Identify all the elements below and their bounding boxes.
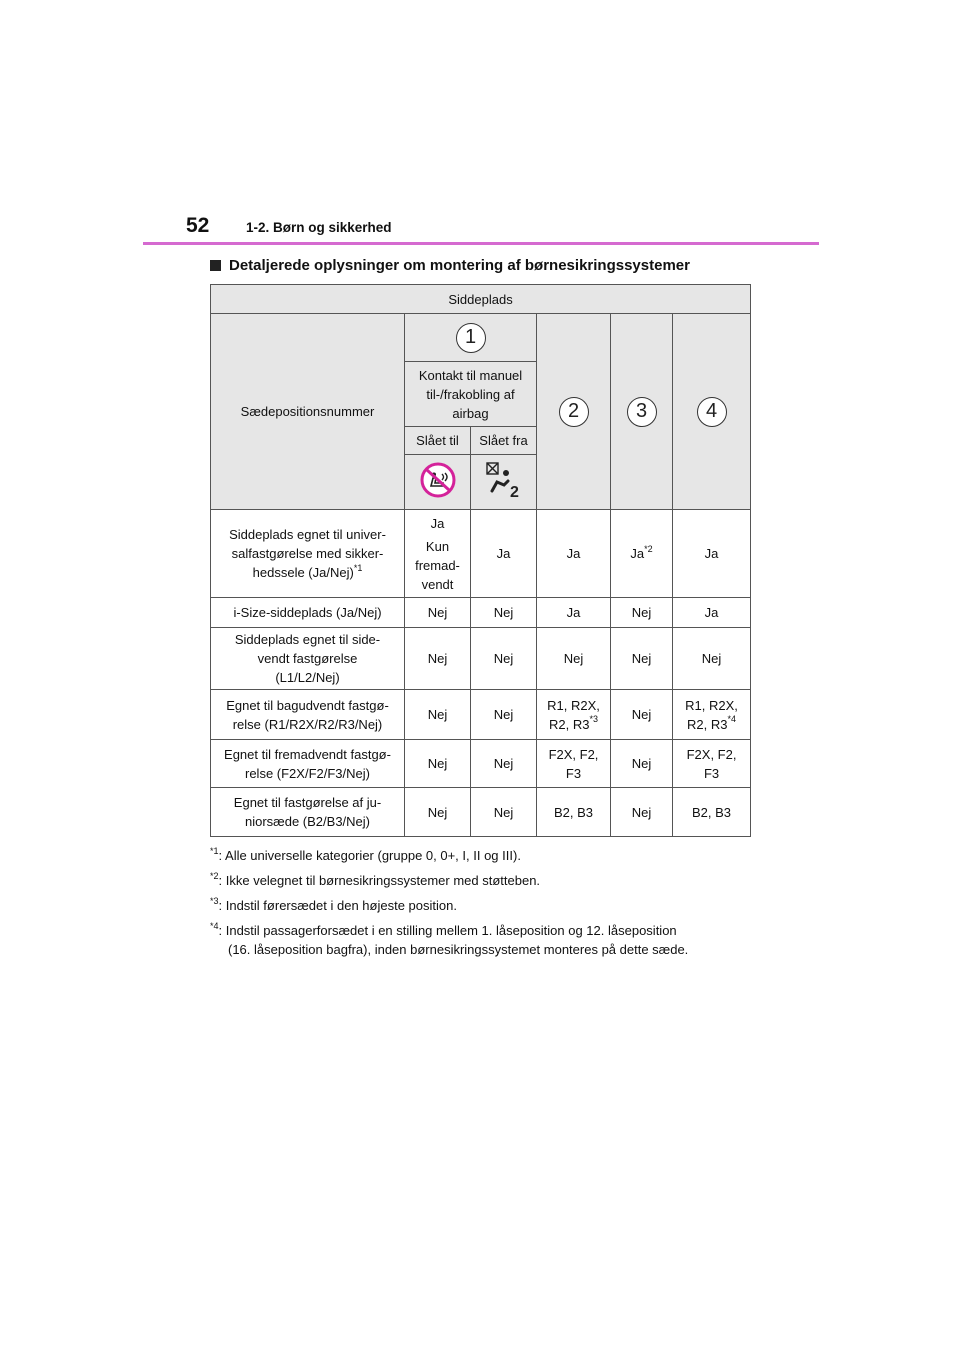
footnote: [210, 871, 770, 890]
row-label-line: hedssele (Ja/Nej): [252, 565, 354, 580]
seat-number-4: 4: [697, 397, 727, 427]
airbag-on-icon: [484, 483, 524, 502]
svg-text:2: 2: [509, 483, 519, 499]
footnote: [210, 846, 770, 865]
airbag-off-icon-cell: [405, 455, 471, 510]
table-cell: Nej: [471, 740, 537, 788]
table-cell: [537, 740, 611, 788]
table-top-header: Siddeplads: [211, 285, 751, 314]
row-label-line: Egnet til fastgørelse af ju-: [233, 795, 382, 810]
table-cell: Nej: [537, 628, 611, 690]
table-cell: [673, 740, 751, 788]
seat-4-header: [673, 314, 751, 510]
table-cell: Ja: [537, 510, 611, 598]
table-cell: Nej: [611, 628, 673, 690]
subheading-text: Detaljerede oplysninger om montering af børnesikringssystemer: [229, 257, 690, 274]
table-cell: [405, 510, 471, 598]
footnote-ref: *3: [589, 714, 598, 725]
row-label-line: (L1/L2/Nej): [275, 670, 340, 685]
bullet-square-icon: [210, 260, 221, 271]
footnotes: [210, 846, 770, 965]
table-cell: [537, 690, 611, 740]
row-label: [211, 740, 405, 788]
cell-line: F2X, F2,: [686, 746, 737, 762]
table-cell: B2, B3: [537, 788, 611, 837]
cell-value: Ja: [630, 546, 645, 561]
table-cell: Nej: [611, 788, 673, 837]
table-cell: Ja: [673, 510, 751, 598]
table-cell: Nej: [673, 628, 751, 690]
row-label-line: relse (F2X/F2/F3/Nej): [245, 765, 370, 781]
section-title: 1-2. Børn og sikkerhed: [246, 220, 392, 235]
cell-line: R2, R3: [687, 716, 728, 732]
table-cell: [611, 510, 673, 598]
footnote-text: : Alle universelle kategorier (gruppe 0, 0+, I, II og III).: [218, 848, 521, 863]
table-cell: Nej: [405, 690, 471, 740]
page-number: 52: [186, 214, 210, 237]
row-label-line: vendt fastgørelse: [257, 651, 358, 666]
table-cell: Nej: [611, 690, 673, 740]
cell-sub-line: Kun: [425, 538, 450, 554]
row-label: [211, 628, 405, 690]
footnote-mark: *1: [210, 845, 219, 856]
row-label: i-Size-siddeplads (Ja/Nej): [211, 598, 405, 628]
cell-line: R1, R2X,: [547, 697, 600, 713]
footnote: [210, 896, 770, 915]
row-label-line: Egnet til bagudvendt fastgø-: [226, 697, 389, 713]
airbag-on-label: Slået til: [405, 427, 471, 455]
table-cell: Nej: [471, 690, 537, 740]
table-cell: Nej: [405, 740, 471, 788]
footnote-mark: *2: [210, 870, 219, 881]
table-cell: Nej: [405, 788, 471, 837]
seat-2-header: [537, 314, 611, 510]
header-rule: [143, 242, 819, 245]
airbag-off-label: Slået fra: [471, 427, 537, 455]
airbag-switch-label: Kontakt til manuel til-/frakobling af airbag: [405, 362, 537, 427]
cell-line: F3: [703, 765, 720, 781]
table-cell: Nej: [405, 628, 471, 690]
footnote-ref: *2: [644, 543, 653, 554]
table-cell: Nej: [471, 598, 537, 628]
cell-line: F3: [565, 765, 582, 781]
table-cell: Ja: [673, 598, 751, 628]
table-cell: Nej: [471, 628, 537, 690]
row-label: [211, 788, 405, 837]
seat-3-header: [611, 314, 673, 510]
footnote-mark: *4: [210, 920, 219, 931]
cell-line: R1, R2X,: [685, 697, 738, 713]
cell-sub-line: fremad-: [415, 557, 460, 573]
seat-number-2: 2: [559, 397, 589, 427]
footnote-ref: *4: [727, 714, 737, 725]
row-label: [211, 690, 405, 740]
row-label: [211, 510, 405, 598]
table-cell: Nej: [405, 598, 471, 628]
seat-1-header: [405, 314, 537, 362]
table-cell: Nej: [611, 740, 673, 788]
footnote-ref: *1: [353, 562, 363, 573]
footnote: [210, 921, 770, 959]
table-cell: Nej: [471, 788, 537, 837]
table-cell: [673, 690, 751, 740]
footnote-text: : Indstil passagerforsædet i en stilling mellem 1. låseposition og 12. låseposition: [218, 923, 677, 938]
seat-table: [210, 284, 751, 837]
table-cell: Ja: [471, 510, 537, 598]
seat-number-label: Sædepositionsnummer: [211, 314, 405, 510]
row-label-line: Siddeplads egnet til univer-: [229, 527, 386, 542]
cell-main-value: Ja: [430, 515, 445, 531]
footnote-text-continued: (16. låseposition bagfra), inden børnesikringssystemet monteres på dette sæde.: [228, 942, 689, 957]
footnote-mark: *3: [210, 895, 219, 906]
row-label-line: relse (R1/R2X/R2/R3/Nej): [232, 716, 383, 732]
subheading: [210, 257, 690, 274]
cell-line: F2X, F2,: [548, 746, 599, 762]
table-cell: Ja: [537, 598, 611, 628]
row-label-line: Egnet til fremadvendt fastgø-: [224, 746, 391, 762]
row-label-line: Siddeplads egnet til side-: [234, 632, 381, 647]
table-cell: Nej: [611, 598, 673, 628]
cell-sub-line: vendt: [421, 576, 454, 592]
cell-line: R2, R3: [549, 716, 590, 732]
seat-number-1: 1: [456, 323, 486, 353]
seat-number-3: 3: [627, 397, 657, 427]
airbag-off-icon: [420, 486, 456, 501]
table-cell: B2, B3: [673, 788, 751, 837]
row-label-line: salfastgørelse med sikker-: [231, 546, 384, 561]
airbag-on-icon-cell: [471, 455, 537, 510]
footnote-text: : Ikke velegnet til børnesikringssystemer med støtteben.: [218, 873, 541, 888]
row-label-line: niorsæde (B2/B3/Nej): [245, 814, 370, 829]
footnote-text: : Indstil førersædet i den højeste position.: [218, 898, 457, 913]
